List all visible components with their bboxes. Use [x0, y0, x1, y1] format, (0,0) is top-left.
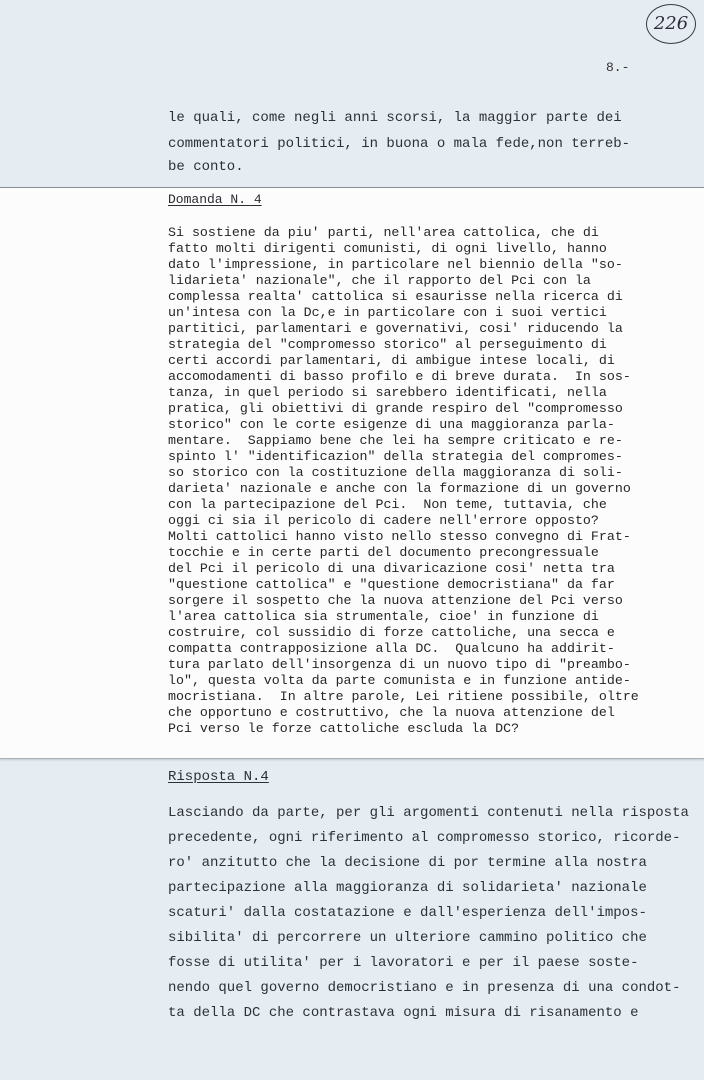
text-line: ta della DC che contrastava ogni misura di risanamento e — [168, 1005, 639, 1021]
text-line: con la partecipazione del Pci. Non teme, tuttavia, che — [168, 497, 607, 512]
text-line: scaturi' dalla costatazione e dall'esperienza dell'impos- — [168, 905, 647, 921]
text-line: tura parlato dell'insorgenza di un nuovo tipo di "preambo- — [168, 657, 631, 672]
text-line: complessa realta' cattolica si esaurisse nella ricerca di — [168, 289, 623, 304]
text-line: Molti cattolici hanno visto nello stesso convegno di Frat- — [168, 529, 631, 544]
text-line: tanza, in quel periodo si sarebbero identificati, nella — [168, 385, 607, 400]
text-line: accomodamenti di basso profilo e di breve durata. In sos- — [168, 369, 631, 384]
text-line: fatto molti dirigenti comunisti, di ogni livello, hanno — [168, 241, 607, 256]
text-line: sorgere il sospetto che la nuova attenzione del Pci verso — [168, 593, 623, 608]
text-line: del Pci il pericolo di una divaricazione cosi' netta tra — [168, 561, 615, 576]
text-line: storico" con le corte esigenze di una maggioranza parla- — [168, 417, 615, 432]
text-line: le quali, come negli anni scorsi, la maggior parte dei — [168, 110, 622, 126]
text-line: compatta contrapposizione alla DC. Qualcuno ha addirit- — [168, 641, 615, 656]
text-line: Si sostiene da piu' parti, nell'area cattolica, che di — [168, 225, 599, 240]
text-line: pratica, gli obiettivi di grande respiro del "compromesso — [168, 401, 623, 416]
text-line: tocchie e in certe parti del documento precongressuale — [168, 545, 599, 560]
domanda-heading: Domanda N. 4 — [168, 192, 262, 207]
page-stamp-number: 226 — [646, 4, 696, 44]
text-line: sibilita' di percorrere un ulteriore cammino politico che — [168, 930, 647, 946]
text-line: spinto l' "identificazion" della strategia del compromes- — [168, 449, 623, 464]
text-line: che opportuno e costruttivo, che la nuova attenzione del — [168, 705, 615, 720]
text-line: un'intesa con la Dc,e in particolare con i suoi vertici — [168, 305, 607, 320]
text-line: so storico con la costituzione della maggioranza di soli- — [168, 465, 623, 480]
text-line: lo", questa volta da parte comunista e in funzione antide- — [168, 673, 631, 688]
text-line: l'area cattolica sia strumentale, cioe' in funzione di — [168, 609, 599, 624]
text-line: ro' anzitutto che la decisione di por termine alla nostra — [168, 855, 647, 871]
text-line: lidarieta' nazionale", che il rapporto del Pci con la — [168, 273, 591, 288]
text-line: nendo quel governo democristiano e in presenza di una condot- — [168, 980, 681, 996]
page-number: 8.- — [606, 60, 630, 75]
text-line: partecipazione alla maggioranza di solidarieta' nazionale — [168, 880, 647, 896]
text-line: strategia del "compromesso storico" al perseguimento di — [168, 337, 607, 352]
risposta-heading: Risposta N.4 — [168, 769, 269, 785]
text-line: "questione cattolica" e "questione democristiana" da far — [168, 577, 615, 592]
text-line: oggi ci sia il pericolo di cadere nell'errore opposto? — [168, 513, 599, 528]
text-line: commentatori politici, in buona o mala fede,non terreb- — [168, 136, 631, 152]
text-line: fosse di utilita' per i lavoratori e per il paese soste- — [168, 955, 639, 971]
text-line: partitici, parlamentari e governativi, cosi' riducendo la — [168, 321, 623, 336]
text-line: dato l'impressione, in particolare nel biennio della "so- — [168, 257, 623, 272]
text-line: precedente, ogni riferimento al compromesso storico, ricorde- — [168, 830, 681, 846]
text-line: mentare. Sappiamo bene che lei ha sempre criticato e re- — [168, 433, 623, 448]
text-line: certi accordi parlamentari, di ambigue intese locali, di — [168, 353, 615, 368]
text-line: darieta' nazionale e anche con la formazione di un governo — [168, 481, 631, 496]
text-line: costruire, col sussidio di forze cattoliche, una secca e — [168, 625, 615, 640]
text-line: Pci verso le forze cattoliche escluda la DC? — [168, 721, 520, 736]
text-line: Lasciando da parte, per gli argomenti contenuti nella risposta — [168, 805, 689, 821]
text-line: mocristiana. In altre parole, Lei ritiene possibile, oltre — [168, 689, 639, 704]
text-line: be conto. — [168, 159, 244, 175]
